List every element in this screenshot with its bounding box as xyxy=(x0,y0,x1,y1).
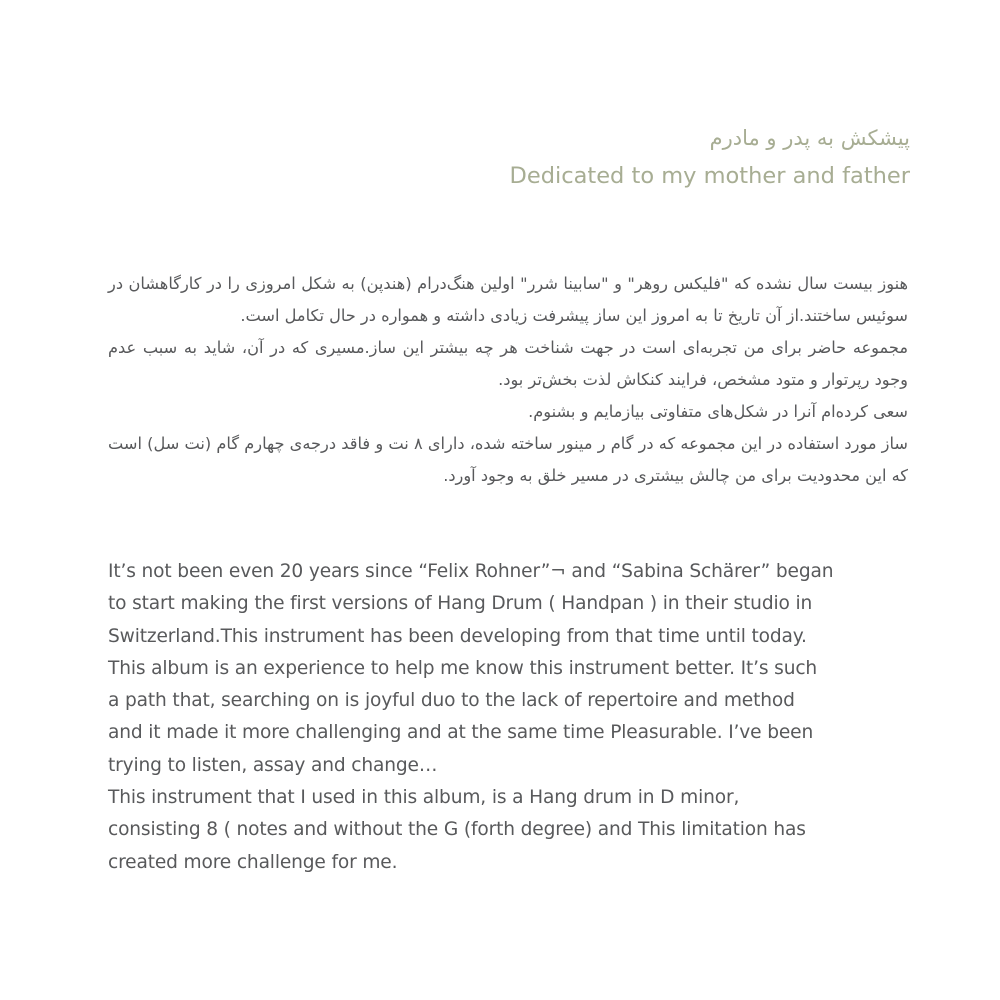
english-line-1: It’s not been even 20 years since “Felix Rohner”¬ and “Sabina Schärer” began xyxy=(108,561,834,582)
english-line-2: to start making the first versions of Hang Drum ( Handpan ) in their studio in xyxy=(108,593,813,615)
english-text-block xyxy=(108,556,908,879)
persian-paragraph-4: ساز مورد استفاده در این مجموعه که در گام ر مینور ساخته شده، دارای ۸ نت و فاقد درجه‌ی چهارم گام (نت سل) است که این محدودیت برای من چالش بیشتری در مسیر خلق به وجود آورد. xyxy=(108,434,908,485)
english-line-10: created more challenge for me. xyxy=(108,851,398,873)
persian-paragraph-2: مجموعه حاضر برای من تجربه‌ای است در جهت شناخت هر چه بیشتر این ساز.مسیری که در آن، شاید به سبب عدم وجود رپرتوار و متود مشخص، فرایند کنکاش لذت بخش‌تر بود. xyxy=(108,338,908,389)
english-line-4: This album is an experience to help me know this instrument better. It’s such xyxy=(108,657,818,679)
persian-paragraph-1: هنوز بیست سال نشده که "فلیکس روهر" و "سابینا شرر" اولین هنگ‌درام (هندپن) به شکل امروزی را در کارگاهشان در سوئیس ساختند.از آن تاریخ تا به امروز این ساز پیشرفت زیادی داشته و همواره در حال تکامل است. xyxy=(108,274,908,325)
english-line-5: a path that, searching on is joyful duo to the lack of repertoire and method xyxy=(108,690,795,712)
dedication-block xyxy=(210,118,910,194)
persian-paragraph-3: سعی کرده‌ام آنرا در شکل‌های متفاوتی بیازمایم و بشنوم. xyxy=(528,402,908,421)
persian-text-block xyxy=(108,268,908,492)
dedication-persian: پیشکش به پدر و مادرم xyxy=(709,126,910,150)
english-line-9: consisting 8 ( notes and without the G (forth degree) and This limitation has xyxy=(108,819,806,841)
english-line-7: trying to listen, assay and change… xyxy=(108,754,438,776)
dedication-english: Dedicated to my mother and father xyxy=(509,163,910,189)
english-line-6: and it made it more challenging and at the same time Pleasurable. I’ve been xyxy=(108,722,814,744)
english-line-8: This instrument that I used in this album, is a Hang drum in D minor, xyxy=(108,787,740,809)
english-line-3: Switzerland.This instrument has been developing from that time until today. xyxy=(108,625,807,647)
